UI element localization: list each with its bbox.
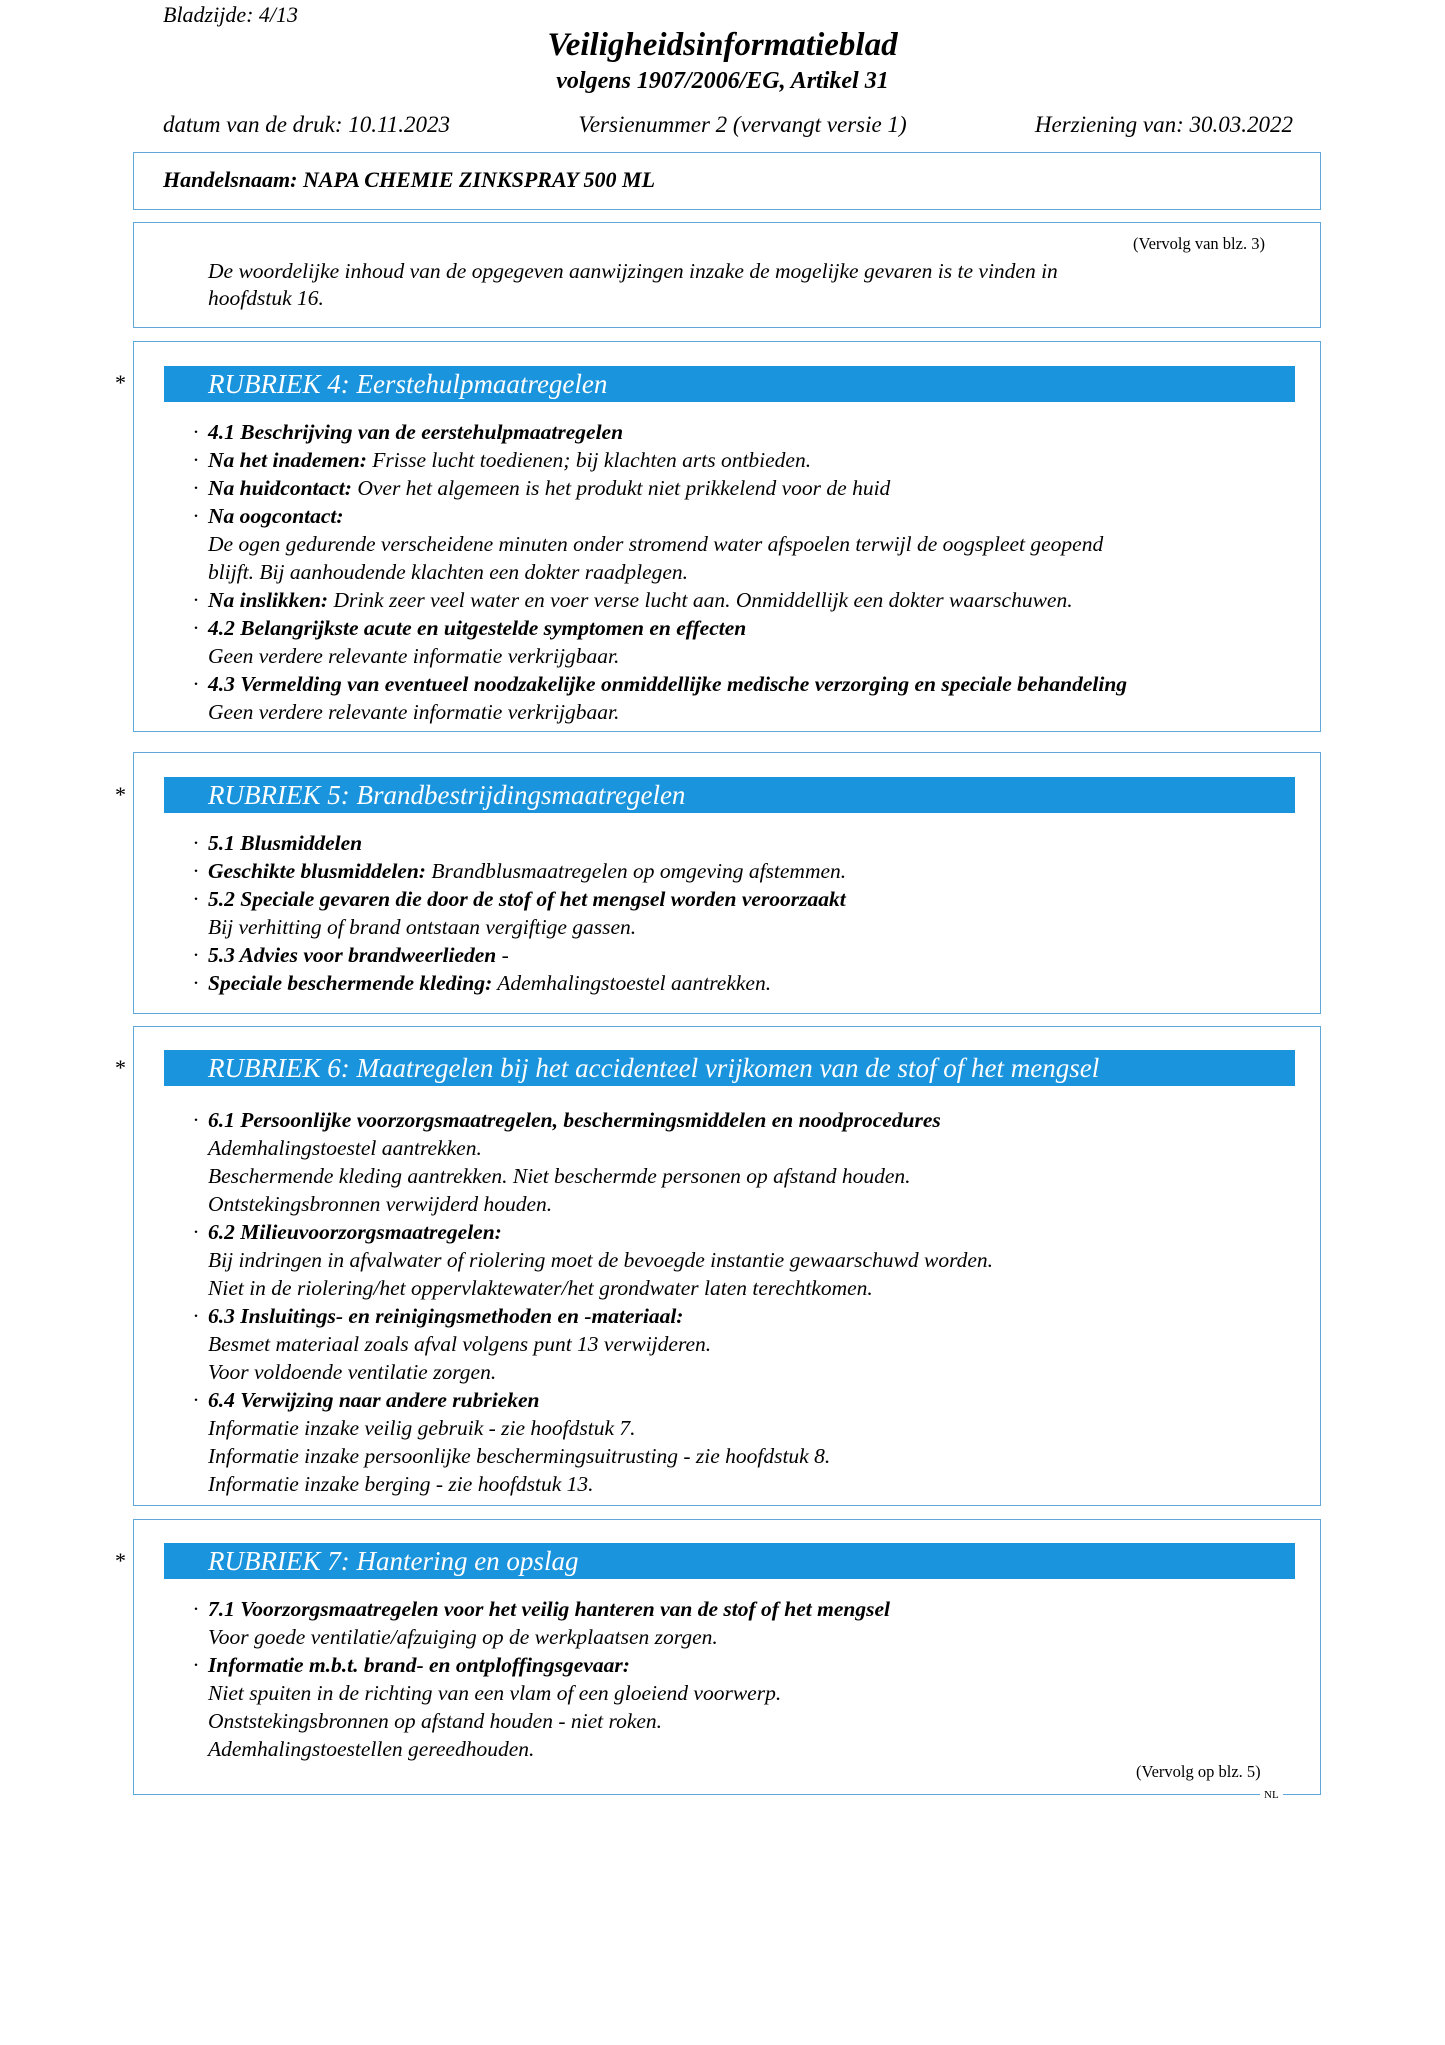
eye-contact-text-1: De ogen gedurende verscheidene minuten onder stromend water afspoelen terwijl de oogspleet geopend <box>208 532 1104 556</box>
subsection-6-2-text-1: Bij indringen in afvalwater of riolering moet de bevoegde instantie gewaarschuwd worden. <box>208 1248 994 1272</box>
subsection-6-4-text-1: Informatie inzake veilig gebruik - zie hoofdstuk 7. <box>208 1416 636 1440</box>
subsection-6-2: 6.2 Milieuvoorzorgsmaatregelen: <box>208 1220 502 1244</box>
protective-clothing-item <box>208 971 771 996</box>
revision-marker: * <box>115 370 126 395</box>
continued-from: (Vervolg van blz. 3) <box>1133 234 1265 253</box>
subsection-4-3: 4.3 Vermelding van eventueel noodzakelijke onmiddellijke medische verzorging en speciale behandeling <box>208 672 1128 696</box>
ingestion-item <box>208 588 1073 613</box>
page-number: Bladzijde: 4/13 <box>163 2 299 27</box>
bullet: · <box>193 1108 199 1132</box>
bullet: · <box>193 1220 199 1244</box>
section-4-heading: RUBRIEK 4: Eerstehulpmaatregelen <box>164 366 1295 402</box>
bullet: · <box>193 887 199 911</box>
bullet: · <box>193 1597 199 1621</box>
bullet: · <box>193 448 199 472</box>
subsection-5-3-item <box>208 943 509 968</box>
ingestion-label: Na inslikken: <box>208 588 329 612</box>
protective-clothing-label: Speciale beschermende kleding: <box>208 971 493 995</box>
document-title: Veiligheidsinformatieblad <box>547 27 898 63</box>
subsection-5-2-text: Bij verhitting of brand ontstaan vergiftige gassen. <box>208 915 637 939</box>
bullet: · <box>193 420 199 444</box>
bullet: · <box>193 504 199 528</box>
subsection-7-1-text: Voor goede ventilatie/afzuiging op de werkplaatsen zorgen. <box>208 1625 718 1649</box>
extinguishing-item <box>208 859 846 884</box>
continued-on: (Vervolg op blz. 5) <box>1136 1762 1261 1781</box>
inhalation-text: Frisse lucht toedienen; bij klachten arts ontbieden. <box>366 448 812 472</box>
subsection-7-1: 7.1 Voorzorgsmaatregelen voor het veilig hanteren van de stof of het mengsel <box>208 1597 891 1621</box>
fire-explosion-label: Informatie m.b.t. brand- en ontploffingsgevaar: <box>208 1653 630 1677</box>
skin-contact-label: Na huidcontact: <box>208 476 352 500</box>
print-date: datum van de druk: 10.11.2023 <box>163 112 451 137</box>
subsection-4-2-text: Geen verdere relevante informatie verkrijgbaar. <box>208 644 620 668</box>
subsection-4-3-text: Geen verdere relevante informatie verkrijgbaar. <box>208 700 620 724</box>
subsection-6-1-text-3: Ontstekingsbronnen verwijderd houden. <box>208 1192 553 1216</box>
section-5-heading: RUBRIEK 5: Brandbestrijdingsmaatregelen <box>164 777 1295 813</box>
bullet: · <box>193 1653 199 1677</box>
document-meta-row <box>163 112 1293 138</box>
skin-contact-text: Over het algemeen is het produkt niet prikkelend voor de huid <box>351 476 891 500</box>
subsection-6-4: 6.4 Verwijzing naar andere rubrieken <box>208 1388 540 1412</box>
trade-name: Handelsnaam: NAPA CHEMIE ZINKSPRAY 500 ML <box>163 167 656 192</box>
version-number: Versienummer 2 (vervangt versie 1) <box>578 112 907 137</box>
revision-date: Herziening van: 30.03.2022 <box>1034 112 1293 137</box>
inhalation-item <box>208 448 811 473</box>
revision-marker: * <box>115 1055 126 1080</box>
subsection-5-2: 5.2 Speciale gevaren die door de stof of het mengsel worden veroorzaakt <box>208 887 846 911</box>
section-6-heading: RUBRIEK 6: Maatregelen bij het accidenteel vrijkomen van de stof of het mengsel <box>164 1050 1295 1086</box>
protective-clothing-text: Ademhalingstoestel aantrekken. <box>492 971 772 995</box>
subsection-6-4-text-2: Informatie inzake persoonlijke beschermingsuitrusting - zie hoofdstuk 8. <box>208 1444 831 1468</box>
revision-marker: * <box>115 782 126 807</box>
subsection-5-1: 5.1 Blusmiddelen <box>208 831 363 855</box>
extinguishing-text: Brandblusmaatregelen op omgeving afstemmen. <box>425 859 847 883</box>
subsection-6-1-text-2: Beschermende kleding aantrekken. Niet beschermde personen op afstand houden. <box>208 1164 911 1188</box>
continuation-text-1: De woordelijke inhoud van de opgegeven aanwijzingen inzake de mogelijke gevaren is te vinden in <box>208 259 1058 283</box>
subsection-4-1: 4.1 Beschrijving van de eerstehulpmaatregelen <box>208 420 624 444</box>
subsection-5-3: 5.3 Advies voor brandweerlieden <box>208 943 497 967</box>
fire-explosion-text-2: Onststekingsbronnen op afstand houden - niet roken. <box>208 1709 663 1733</box>
bullet: · <box>193 971 199 995</box>
inhalation-label: Na het inademen: <box>208 448 367 472</box>
eye-contact-label: Na oogcontact: <box>208 504 344 528</box>
language-code: NL <box>1260 1789 1283 1801</box>
subsection-4-2: 4.2 Belangrijkste acute en uitgestelde symptomen en effecten <box>208 616 747 640</box>
ingestion-text: Drink zeer veel water en voer verse lucht aan. Onmiddellijk een dokter waarschuwen. <box>328 588 1073 612</box>
fire-explosion-text-3: Ademhalingstoestellen gereedhouden. <box>208 1737 535 1761</box>
subsection-6-2-text-2: Niet in de riolering/het oppervlaktewater/het grondwater laten terechtkomen. <box>208 1276 873 1300</box>
subsection-6-3-text-2: Voor voldoende ventilatie zorgen. <box>208 1360 497 1384</box>
subsection-5-3-suffix: - <box>496 943 509 967</box>
skin-contact-item <box>208 476 890 501</box>
subsection-6-1-text-1: Ademhalingstoestel aantrekken. <box>208 1136 482 1160</box>
bullet: · <box>193 831 199 855</box>
subsection-6-3: 6.3 Insluitings- en reinigingsmethoden en -materiaal: <box>208 1304 684 1328</box>
document-subtitle: volgens 1907/2006/EG, Artikel 31 <box>556 68 889 94</box>
bullet: · <box>193 859 199 883</box>
bullet: · <box>193 1388 199 1412</box>
bullet: · <box>193 1304 199 1328</box>
eye-contact-text-2: blijft. Bij aanhoudende klachten een dokter raadplegen. <box>208 560 689 584</box>
revision-marker: * <box>115 1548 126 1573</box>
bullet: · <box>193 943 199 967</box>
bullet: · <box>193 476 199 500</box>
subsection-6-1: 6.1 Persoonlijke voorzorgsmaatregelen, beschermingsmiddelen en noodprocedures <box>208 1108 941 1132</box>
subsection-6-3-text-1: Besmet materiaal zoals afval volgens punt 13 verwijderen. <box>208 1332 712 1356</box>
extinguishing-label: Geschikte blusmiddelen: <box>208 859 426 883</box>
bullet: · <box>193 616 199 640</box>
bullet: · <box>193 588 199 612</box>
subsection-6-4-text-3: Informatie inzake berging - zie hoofdstuk 13. <box>208 1472 594 1496</box>
section-7-heading: RUBRIEK 7: Hantering en opslag <box>164 1543 1295 1579</box>
fire-explosion-text-1: Niet spuiten in de richting van een vlam of een gloeiend voorwerp. <box>208 1681 782 1705</box>
bullet: · <box>193 672 199 696</box>
continuation-text-2: hoofdstuk 16. <box>208 286 324 310</box>
